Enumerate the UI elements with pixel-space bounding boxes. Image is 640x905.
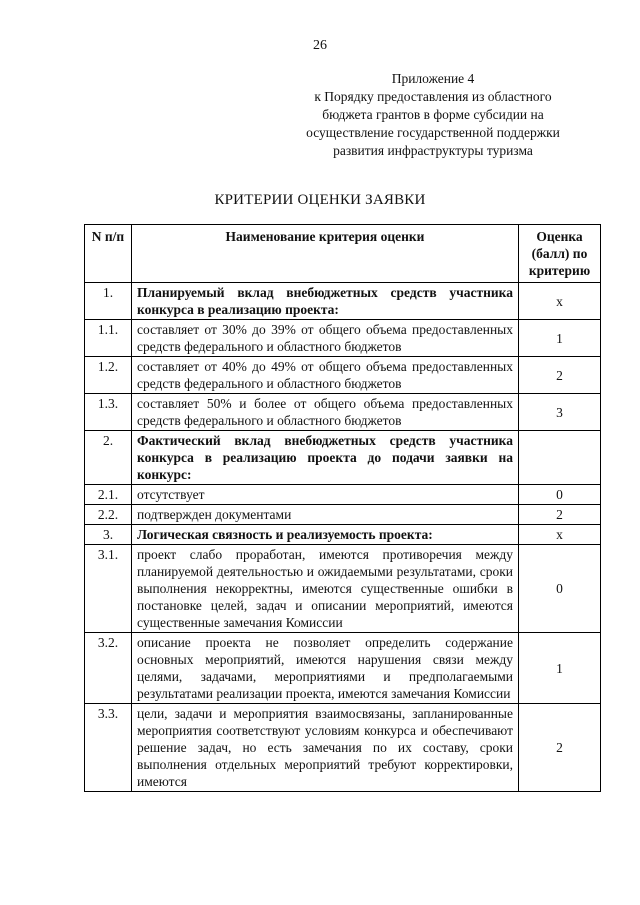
row-number: 2.2. bbox=[85, 505, 132, 525]
table-header-row bbox=[85, 225, 601, 283]
criterion-group-name: Фактический вклад внебюджетных средств участника конкурса в реализацию проекта до подачи заявки на конкурс: bbox=[132, 431, 519, 485]
criterion-score bbox=[519, 431, 601, 485]
table-row bbox=[85, 545, 601, 633]
table-row bbox=[85, 394, 601, 431]
row-number: 3.2. bbox=[85, 633, 132, 704]
criterion-score: x bbox=[519, 283, 601, 320]
criterion-name: составляет от 40% до 49% от общего объема предоставленных средств федерального и областного бюджетов bbox=[132, 357, 519, 394]
criterion-group-name: Логическая связность и реализуемость проекта: bbox=[132, 525, 519, 545]
criterion-name: подтвержден документами bbox=[132, 505, 519, 525]
row-number: 3.3. bbox=[85, 704, 132, 792]
table-row bbox=[85, 633, 601, 704]
criterion-score: 1 bbox=[519, 633, 601, 704]
criterion-name: проект слабо проработан, имеются противоречия между планируемой деятельностью и ожидаемыми результатами, сроки выполнения некорректны, имеются существенные ошибки в постановке целей, задач и описании мероприятий, имеются существенные замечания Комиссии bbox=[132, 545, 519, 633]
row-number: 3. bbox=[85, 525, 132, 545]
row-number: 1.1. bbox=[85, 320, 132, 357]
header-score: Оценка (балл) по критерию bbox=[519, 225, 601, 283]
criterion-score: 2 bbox=[519, 357, 601, 394]
criterion-score: x bbox=[519, 525, 601, 545]
document-title: КРИТЕРИИ ОЦЕНКИ ЗАЯВКИ bbox=[214, 192, 426, 208]
criterion-score: 1 bbox=[519, 320, 601, 357]
row-number: 1. bbox=[85, 283, 132, 320]
criterion-score: 2 bbox=[519, 505, 601, 525]
criterion-name: цели, задачи и мероприятия взаимосвязаны, запланированные мероприятия соответствуют условиям конкурса и обеспечивают решение задач, но есть замечания по их составу, сроки выполнения отдельных мероприятий требуют корректировки, имеются bbox=[132, 704, 519, 792]
table-row bbox=[85, 485, 601, 505]
criterion-group-name: Планируемый вклад внебюджетных средств участника конкурса в реализацию проекта: bbox=[132, 283, 519, 320]
header-criterion-name: Наименование критерия оценки bbox=[132, 225, 519, 283]
criterion-name: составляет от 30% до 39% от общего объема предоставленных средств федерального и областного бюджетов bbox=[132, 320, 519, 357]
header-num: N п/п bbox=[85, 225, 132, 283]
row-number: 2. bbox=[85, 431, 132, 485]
appendix-line: осуществление государственной поддержки bbox=[306, 125, 560, 140]
criteria-table-body bbox=[85, 283, 601, 792]
row-number: 1.3. bbox=[85, 394, 132, 431]
criteria-table bbox=[84, 224, 601, 792]
appendix-line: Приложение 4 bbox=[391, 71, 475, 86]
table-row bbox=[85, 704, 601, 792]
page-number: 26 bbox=[313, 38, 327, 53]
criterion-score: 3 bbox=[519, 394, 601, 431]
table-row bbox=[85, 525, 601, 545]
table-row bbox=[85, 505, 601, 525]
table-row bbox=[85, 320, 601, 357]
criterion-score: 0 bbox=[519, 485, 601, 505]
table-row bbox=[85, 431, 601, 485]
table-row bbox=[85, 283, 601, 320]
criterion-name: составляет 50% и более от общего объема предоставленных средств федерального и областного бюджетов bbox=[132, 394, 519, 431]
row-number: 2.1. bbox=[85, 485, 132, 505]
criterion-name: описание проекта не позволяет определить содержание основных мероприятий, имеются нарушения связи между целями, задачами, мероприятиями и предполагаемыми результатами реализации проекта, имеются замечания Комиссии bbox=[132, 633, 519, 704]
criterion-name: отсутствует bbox=[132, 485, 519, 505]
row-number: 3.1. bbox=[85, 545, 132, 633]
criterion-score: 2 bbox=[519, 704, 601, 792]
criterion-score: 0 bbox=[519, 545, 601, 633]
appendix-header bbox=[268, 70, 598, 160]
table-row bbox=[85, 357, 601, 394]
row-number: 1.2. bbox=[85, 357, 132, 394]
appendix-line: к Порядку предоставления из областного bbox=[314, 89, 552, 104]
appendix-line: развития инфраструктуры туризма bbox=[333, 143, 533, 158]
appendix-line: бюджета грантов в форме субсидии на bbox=[322, 107, 544, 122]
